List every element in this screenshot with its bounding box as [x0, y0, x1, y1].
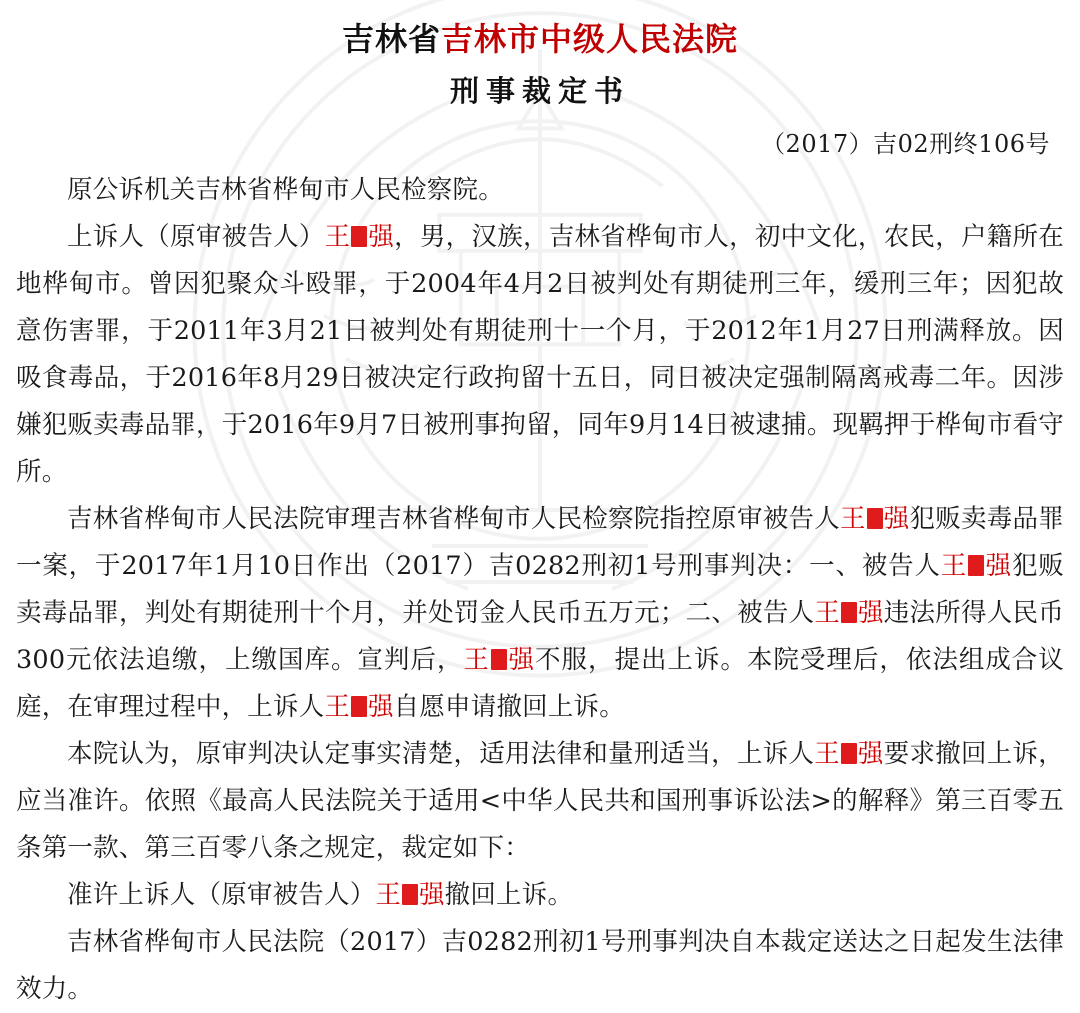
paragraph-prosecution-organ: [16, 167, 1064, 214]
redaction-mark: [968, 555, 984, 575]
redacted-name-char: 王: [840, 504, 866, 535]
text-run: 犯贩卖毒品罪，判处有期徒刑十个月，并处罚金人民币五万元；二、被告人: [16, 551, 1064, 629]
redacted-name-char: 强: [507, 645, 536, 676]
redaction-mark: [867, 508, 883, 528]
redacted-name-char: 强: [367, 692, 394, 723]
document-body: [16, 167, 1064, 1013]
redaction-mark: [402, 884, 418, 904]
redacted-name-char: 王: [940, 551, 968, 582]
redacted-name-char: 王: [814, 739, 841, 770]
redacted-name-char: 强: [985, 551, 1012, 582]
redacted-name-char: 强: [857, 598, 884, 629]
text-run: 撤回上诉。: [444, 880, 574, 911]
paragraph-court-opinion: [16, 731, 1064, 872]
paragraph-appellant-info: [16, 214, 1064, 496]
text-run: 不服，提出上诉。本院受理后，依法组成合议庭，在审理过程中，上诉人: [16, 645, 1065, 723]
text-run: 违法所得人民币300元依法追缴，上缴国库。宣判后，: [16, 598, 1065, 676]
redacted-name-char: 王: [463, 645, 490, 676]
paragraph-ruling: [16, 872, 1064, 919]
text-run: ，男，汉族，吉林省桦甸市人，初中文化，农民，户籍所在地桦甸市。曾因犯聚众斗殴罪，于2004年4月2日被判处有期徒刑三年，缓刑三年；因犯故意伤害罪，于2011年3月21日被判处有期徒刑十一个月，于2012年1月27日刑满释放。因吸食毒品，于2016年8月29日被决定行政拘留十五日，同日被决定强制隔离戒毒二年。因涉嫌犯贩卖毒品罪，于2016年9月7日被刑事拘留，同年9月14日被逮捕。现羁押于桦甸市看守所。: [16, 222, 1065, 488]
text-run: 吉林省桦甸市人民法院审理吉林省桦甸市人民检察院指控原审被告人: [67, 504, 841, 535]
paragraph-first-instance-judgment: [16, 496, 1064, 731]
paragraph-effect-clause: [16, 919, 1064, 1013]
redaction-mark: [351, 226, 367, 246]
text-run: 准许上诉人（原审被告人）: [67, 880, 376, 911]
redacted-name-char: 王: [324, 692, 351, 723]
document-type-title: 刑事裁定书: [449, 74, 630, 109]
text-run: 本院认为，原审判决认定事实清楚，适用法律和量刑适当，上诉人: [67, 739, 815, 770]
redaction-mark: [841, 602, 857, 622]
redacted-name-char: 强: [883, 504, 910, 535]
case-number: （2017）吉02刑终106号: [761, 130, 1050, 159]
text-run: 上诉人（原审被告人）: [67, 222, 325, 253]
redacted-name-char: 王: [375, 880, 402, 911]
text-run: 要求撤回上诉，应当准许。依照《最高人民法院关于适用<中华人民共和国刑事诉讼法>的解释》第三百零五条第一款、第三百零八条之规定，裁定如下：: [16, 739, 1065, 864]
court-title: [16, 18, 1064, 61]
redaction-mark: [841, 743, 857, 763]
redaction-mark: [351, 696, 367, 716]
redacted-name-char: 强: [418, 880, 445, 911]
text-run: 自愿申请撤回上诉。: [393, 692, 625, 723]
redacted-name-char: 王: [814, 598, 841, 629]
text-run: 犯贩卖毒品罪一案，于2017年1月10日作出（2017）吉0282刑初1号刑事判决：一、被告人: [16, 504, 1065, 582]
text-run: 原公诉机关吉林省桦甸市人民检察院。: [67, 175, 504, 206]
redacted-name-char: 强: [368, 222, 395, 253]
text-run: 吉林省桦甸市人民法院（2017）吉0282刑初1号刑事判决自本裁定送达之日起发生法律效力。: [16, 927, 1064, 1005]
court-title-main: 吉林市中级人民法院: [441, 20, 739, 58]
redaction-mark: [491, 649, 507, 669]
redacted-name-char: 王: [324, 222, 351, 253]
redacted-name-char: 强: [857, 739, 884, 770]
court-title-prefix: 吉林省: [341, 20, 441, 58]
